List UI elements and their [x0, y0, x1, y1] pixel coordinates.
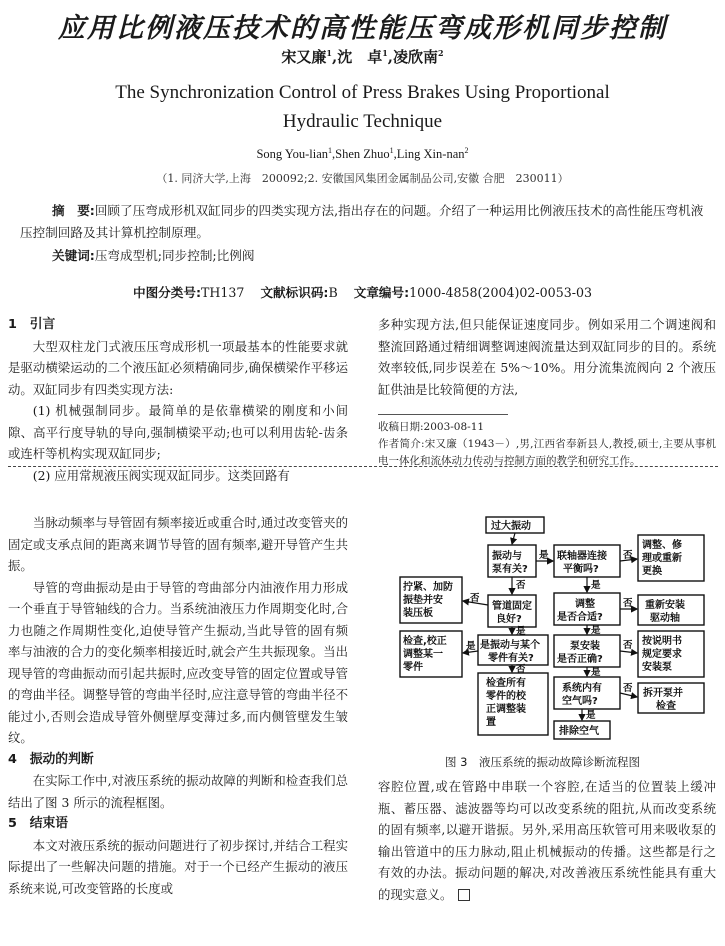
- fc-label: 零件: [403, 662, 423, 673]
- fc-yes-label: 是: [586, 710, 596, 721]
- fc-label: 规定要求: [642, 649, 682, 660]
- abstract-label: 摘 要:: [52, 203, 95, 218]
- fc-label: 是否合适?: [557, 612, 603, 623]
- figure-caption: 图 3 液压系统的振动故障诊断流程图: [445, 755, 640, 769]
- fc-label: 调整: [575, 599, 595, 610]
- fc-label: 管道固定: [492, 601, 532, 612]
- fc-no-label: 否: [516, 580, 526, 591]
- title-en-line: Hydraulic Technique: [282, 111, 443, 132]
- author-name: Shen Zhuo: [335, 147, 390, 162]
- fc-label: 更换: [642, 566, 662, 577]
- fc-label: 理或重新: [642, 553, 682, 564]
- authors-en: Song You-lian$^1$,Shen Zhuo$^1$,Ling Xin-nan$^2$: [256, 146, 469, 162]
- author-sup: 2: [464, 146, 469, 155]
- paragraph: 当脉动频率与导管固有频率接近或重合时,通过改变管夹的固定或支承点间的距离来调节导管的固有频率,避开导管产生共振。: [8, 515, 348, 573]
- fc-yes-label: 是: [591, 625, 601, 636]
- article-divider: [8, 466, 718, 467]
- end-of-article-mark: [458, 889, 470, 901]
- fc-label: 泵安装: [570, 641, 600, 652]
- clc-value: TH137: [201, 285, 245, 300]
- author-name: Ling Xin-nan: [396, 147, 465, 162]
- fc-no-label: 否: [623, 683, 633, 694]
- fc-yes-label: 是: [516, 626, 526, 637]
- received-date: 收稿日期:2003-08-11: [378, 421, 485, 433]
- fc-no-label: 否: [623, 598, 633, 609]
- fc-label: 是否正确?: [557, 654, 603, 665]
- classification-line: [0, 282, 725, 301]
- fc-label: 调整、修: [642, 540, 682, 551]
- author-sup: 1: [382, 48, 388, 58]
- fc-label: 装压板: [403, 608, 433, 619]
- paragraph: 大型双柱龙门式液压压弯成形机一项最基本的性能要求就是驱动横梁运动的二个液压缸必须精确同步,确保横梁作平移运动。双缸同步有四类实现方法:: [8, 338, 348, 397]
- author-name: 沈 卓: [337, 48, 383, 66]
- fc-yes-label: 是: [591, 580, 601, 591]
- fc-yes-label: 是: [539, 550, 549, 561]
- paragraph: 导管的弯曲振动是由于导管的弯曲部分内油液作用力形成一个垂直于导管轴线的合力。当系统油液压力作周期变化时,合力也随之作周期性变化,迫使导管产生振动,当此导管的固有频率与油液的合力的变化频率相接近时,就会产生共振现象。当出现导管的弯曲振动而引起共振时,应改变导管的固定位置或导管的弯曲半径。调整导管的弯曲半径时,应注意导管的弯曲半径不能过小,否则会造成导管外侧壁厚变薄过多,而内侧管壁发生皱纹。: [8, 579, 348, 745]
- fc-label: 系统内有: [562, 683, 602, 694]
- fc-label: 驱动轴: [650, 613, 680, 624]
- doc-code-label: 文献标识码:: [260, 285, 329, 300]
- footnote-rule: [378, 414, 508, 415]
- section-heading: 5 结束语: [8, 816, 69, 831]
- fc-label: 置: [486, 717, 496, 728]
- fc-label: 检查,校正: [403, 636, 447, 647]
- article-no-label: 文章编号:: [353, 285, 410, 300]
- author-name: 宋又廉: [281, 48, 327, 66]
- article1-left-column: [8, 314, 348, 486]
- clc-label: 中图分类号:: [132, 285, 201, 300]
- fc-label: 振动与: [492, 551, 522, 562]
- fc-label: 过大振动: [491, 521, 531, 532]
- doc-code-value: B: [328, 285, 338, 300]
- fc-label: 振垫并安: [403, 595, 443, 606]
- article-no-value: 1000-4858(2004)02-0053-03: [409, 285, 592, 300]
- abstract-text: 回顾了压弯成形机双缸同步的四类实现方法,指出存在的问题。介绍了一种运用比例液压技术的高性能压弯机液压控制回路及其计算机控制原理。: [20, 203, 704, 240]
- paragraph: 多种实现方法,但只能保证速度同步。例如采用二个调速阀和整流回路通过精细调整调速阀流量达到双缸同步的目的。系统效率较低,同步误差在 5%～10%。用分流集流阀向 2 个液压缸供油是比较简便的方法,: [378, 317, 716, 397]
- paragraph-text: 容腔位置,或在管路中串联一个容腔,在适当的位置装上缓冲瓶、蓄压器、滤波器等均可以改变系统的阻抗,从而改变系统的固有频率,以避开谐振。另外,采用高压软管可用来吸收泵的输出管道中的压力脉动,阻止机械振动的传播。这些都是行之有效的办法。振动问题的解决,对改善液压系统性能具有重大的现实意义。: [378, 779, 716, 902]
- paragraph: (1) 机械强制同步。最简单的是依靠横梁的刚度和小间隙、高平行度导轨的导向,强制横梁平动;也可以利用齿轮-齿条或连杆等机构实现双缸同步;: [8, 403, 348, 461]
- author-name: Song You-lian: [256, 147, 329, 162]
- affiliation: （1. 同济大学,上海 200092;2. 安徽国风集团金属制品公司,安徽 合肥 230011）: [156, 172, 569, 185]
- abstract: [20, 200, 710, 244]
- author-sup: 1: [328, 146, 333, 155]
- authors-cn: 宋又廉$^1$,沈 卓$^1$,凌欣南$^2$: [281, 48, 444, 66]
- fc-label: 零件有关?: [488, 653, 534, 664]
- fc-yes-label: 是: [591, 667, 601, 678]
- article2-right-column: [378, 776, 716, 905]
- author-sup: 1: [326, 48, 332, 58]
- fc-no-label: 否: [623, 550, 633, 561]
- fc-label: 按说明书: [642, 636, 682, 647]
- fc-no-label: 否: [470, 593, 480, 604]
- fc-label: 检查: [656, 701, 676, 712]
- paragraph: 在实际工作中,对液压系统的振动故障的判断和检查我们总结出了图 3 所示的流程框图。: [8, 773, 348, 810]
- paragraph: 本文对液压系统的振动问题进行了初步探讨,并结合工程实际提出了一些解决问题的措施。对于一个已经产生振动的液压系统来说,可改变管路的长度或: [8, 837, 348, 896]
- paper-title-en: [60, 78, 665, 136]
- paragraph: (2) 应用常规液压阀实现双缸同步。这类回路有: [32, 467, 290, 483]
- fc-label: 空气吗?: [562, 696, 598, 707]
- fc-label: 泵有关?: [492, 564, 528, 575]
- author-name: 凌欣南: [393, 48, 439, 66]
- fc-label: 检查所有: [486, 678, 526, 689]
- paper-title-cn: 应用比例液压技术的高性能压弯成形机同步控制: [58, 13, 667, 44]
- fc-label: 拆开泵并: [643, 688, 683, 699]
- keywords-text: 压弯成型机;同步控制;比例阀: [94, 248, 255, 263]
- title-en-line: The Synchronization Control of Press Brakes Using Proportional: [115, 82, 610, 103]
- fc-label: 安装泵: [642, 662, 672, 673]
- fc-label: 正调整装: [486, 704, 526, 715]
- fc-label: 良好?: [496, 614, 522, 625]
- author-sup: 2: [438, 48, 444, 58]
- fc-label: 拧紧、加防: [403, 582, 453, 593]
- fc-label: 调整某一: [403, 649, 443, 660]
- section-heading: 4 振动的判断: [8, 751, 94, 767]
- section-heading: 1 引言: [8, 317, 56, 332]
- fc-label: 是振动与某个: [480, 640, 540, 651]
- article2-left-column: [8, 512, 348, 899]
- fc-label: 平衡吗?: [563, 564, 599, 575]
- fc-label: 重新安装: [645, 600, 685, 611]
- paragraph: [378, 776, 716, 905]
- fc-yes-label: 是: [466, 641, 476, 652]
- fc-no-label: 否: [623, 640, 633, 651]
- author-sup: 1: [389, 146, 394, 155]
- vibration-diagnosis-flowchart: [370, 515, 720, 745]
- footnote: [378, 414, 716, 470]
- fc-label: 联轴器连接: [557, 551, 607, 562]
- fc-label: 零件的校: [486, 691, 526, 702]
- fc-label: 排除空气: [559, 726, 599, 737]
- keywords-label: 关键词:: [52, 248, 95, 263]
- author-bio: 作者简介:宋又廉（1943－）,男,江西省奉新县人,教授,硕士,主要从事机电一体化和流体动力传动与控制方面的教学和研究工作。: [378, 438, 716, 467]
- keywords: [52, 245, 692, 264]
- fc-no-label: 否: [516, 664, 526, 675]
- article1-right-column: [378, 314, 716, 470]
